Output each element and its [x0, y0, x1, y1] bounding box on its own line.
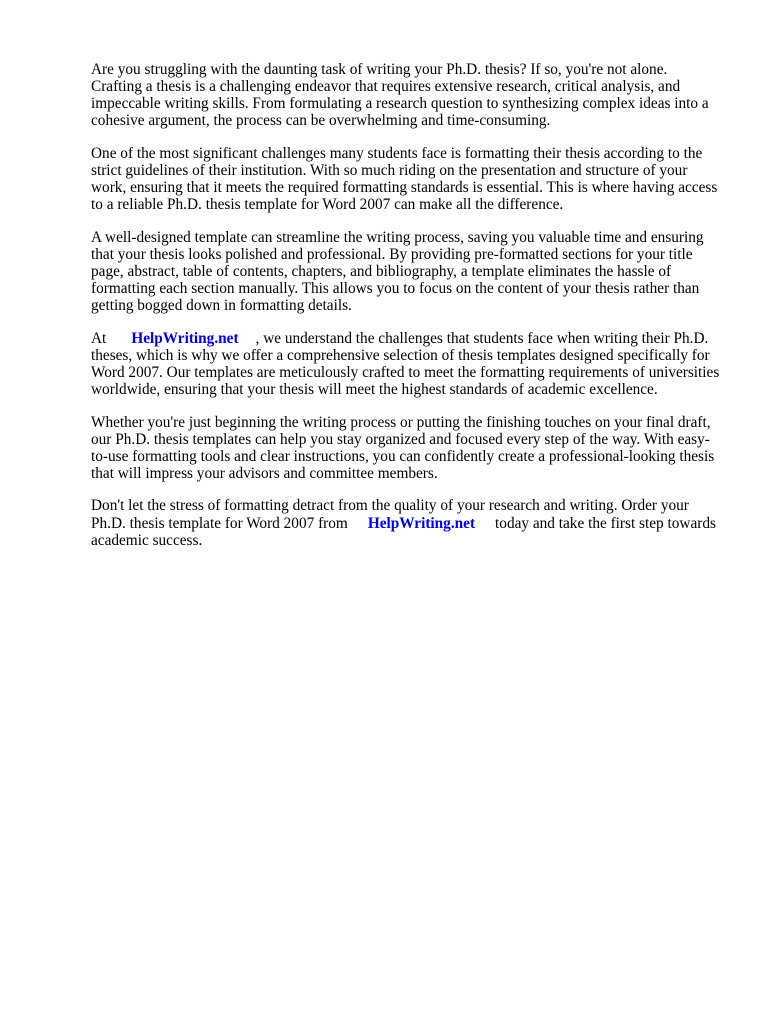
helpwriting-link-2[interactable]: HelpWriting.net — [367, 514, 476, 532]
paragraph-organization: Whether you're just beginning the writing process or putting the finishing touches on your final draft, our Ph.D. thesis templates can help you stay organized and focused every step of the way. With easy-to-use formatting tools and clear instructions, you can confidently create a professional-looking thesis that will impress your advisors and committee members. — [91, 413, 715, 482]
paragraph-call-to-action — [91, 497, 721, 548]
paragraph-text-order: Don't let the stress of formatting detract from the quality of your research and writing. Order your Ph.D. thesis template for Word 2007 from — [91, 497, 689, 532]
paragraph-text-at: At — [91, 329, 107, 347]
paragraph-text-after-link-1: , we understand the challenges that students face when writing their Ph.D. theses, which is why we offer a comprehensive selection of thesis templates designed specifically for Word 2007. Our templates are meticulously crafted to meet the formatting requirements of universities worldwide, ensuring that your thesis will meet the highest standards of academic excellence. — [91, 329, 720, 398]
document-body — [91, 61, 721, 564]
paragraph-helpwriting-intro — [91, 330, 721, 398]
helpwriting-link-1[interactable]: HelpWriting.net — [131, 329, 239, 347]
paragraph-intro: Are you struggling with the daunting task of writing your Ph.D. thesis? If so, you're not alone. Crafting a thesis is a challenging endeavor that requires extensive research, critical analysis, and impeccable writing skills. From formulating a research question to synthesizing complex ideas into a cohesive argument, the process can be overwhelming and time-consuming. — [91, 61, 709, 130]
paragraph-text-after-link-2: today and take the first step towards academic success. — [91, 514, 716, 549]
paragraph-formatting-challenge: One of the most significant challenges many students face is formatting their thesis according to the strict guidelines of their institution. With so much riding on the presentation and structure of your work, ensuring that it meets the required formatting standards is essential. This is where having access to a reliable Ph.D. thesis template for Word 2007 can make all the difference. — [91, 144, 718, 214]
paragraph-template-benefits: A well-designed template can streamline the writing process, saving you valuable time and ensuring that your thesis looks polished and professional. By providing pre-formatted sections for your title page, abstract, table of contents, chapters, and bibliography, a template eliminates the hassle of formatting each section manually. This allows you to focus on the content of your thesis rather than getting bogged down in formatting details. — [91, 228, 704, 315]
